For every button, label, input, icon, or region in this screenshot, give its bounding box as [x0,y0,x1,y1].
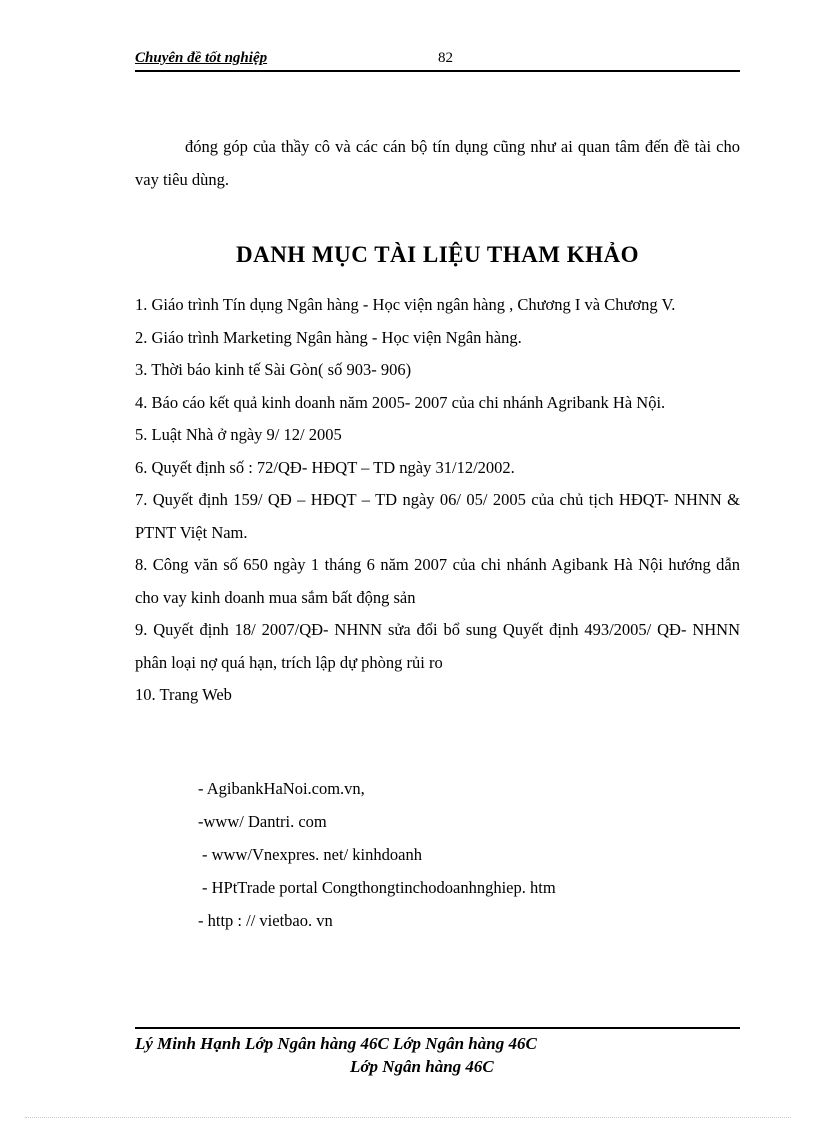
web-link-item: - HPtTrade portal Congthongtinchodoanhnghiep. htm [202,878,556,897]
reference-item: 1. Giáo trình Tín dụng Ngân hàng - Học viện ngân hàng , Chương I và Chương V. [135,295,676,314]
reference-item: 8. Công văn số 650 ngày 1 tháng 6 năm 2007 của chi nhánh Agibank Hà Nội hướng dẫn cho vay kinh doanh mua sắm bất động sản [135,555,740,607]
reference-item: 3. Thời báo kinh tế Sài Gòn( số 903- 906) [135,360,412,379]
reference-item: 6. Quyết định số : 72/QĐ- HĐQT – TD ngày 31/12/2002. [135,457,515,477]
reference-item: 10. Trang Web [135,685,232,704]
footer-line-2: Lớp Ngân hàng 46C [350,1057,494,1076]
body-paragraph: đóng góp của thầy cô và các cán bộ tín dụng cũng như ai quan tâm đến đề tài cho vay tiêu dùng. [135,137,740,189]
page-bottom-divider [25,1117,791,1118]
web-link-item: - http : // vietbao. vn [198,911,333,930]
reference-item: 5. Luật Nhà ở ngày 9/ 12/ 2005 [135,425,342,444]
reference-item: 4. Báo cáo kết quả kinh doanh năm 2005- 2007 của chi nhánh Agribank Hà Nội. [135,392,666,412]
reference-item: 2. Giáo trình Marketing Ngân hàng - Học viện Ngân hàng. [135,327,522,347]
page-footer [135,1027,740,1076]
reference-item: 9. Quyết định 18/ 2007/QĐ- NHNN sửa đổi bổ sung Quyết định 493/2005/ QĐ- NHNN phân loại nợ quá hạn, trích lập dự phòng rủi ro [135,620,740,672]
web-link-item: - AgibankHaNoi.com.vn, [198,779,365,798]
page-number: 82 [438,50,453,66]
reference-item: 7. Quyết định 159/ QĐ – HĐQT – TD ngày 06/ 05/ 2005 của chủ tịch HĐQT- NHNN & PTNT Việt Nam. [135,490,740,542]
reference-list [135,289,740,712]
header-title: Chuyên đề tốt nghiệp [135,50,268,66]
footer-line-1: Lý Minh Hạnh Lớp Ngân hàng 46C Lớp Ngân hàng 46C [135,1034,537,1053]
web-link-list [198,772,738,937]
web-link-item: - www/Vnexpres. net/ kinhdoanh [202,845,422,864]
section-title: DANH MỤC TÀI LIỆU THAM KHẢO [235,242,640,267]
web-link-item: -www/ Dantri. com [198,812,327,831]
page-header [135,48,740,72]
